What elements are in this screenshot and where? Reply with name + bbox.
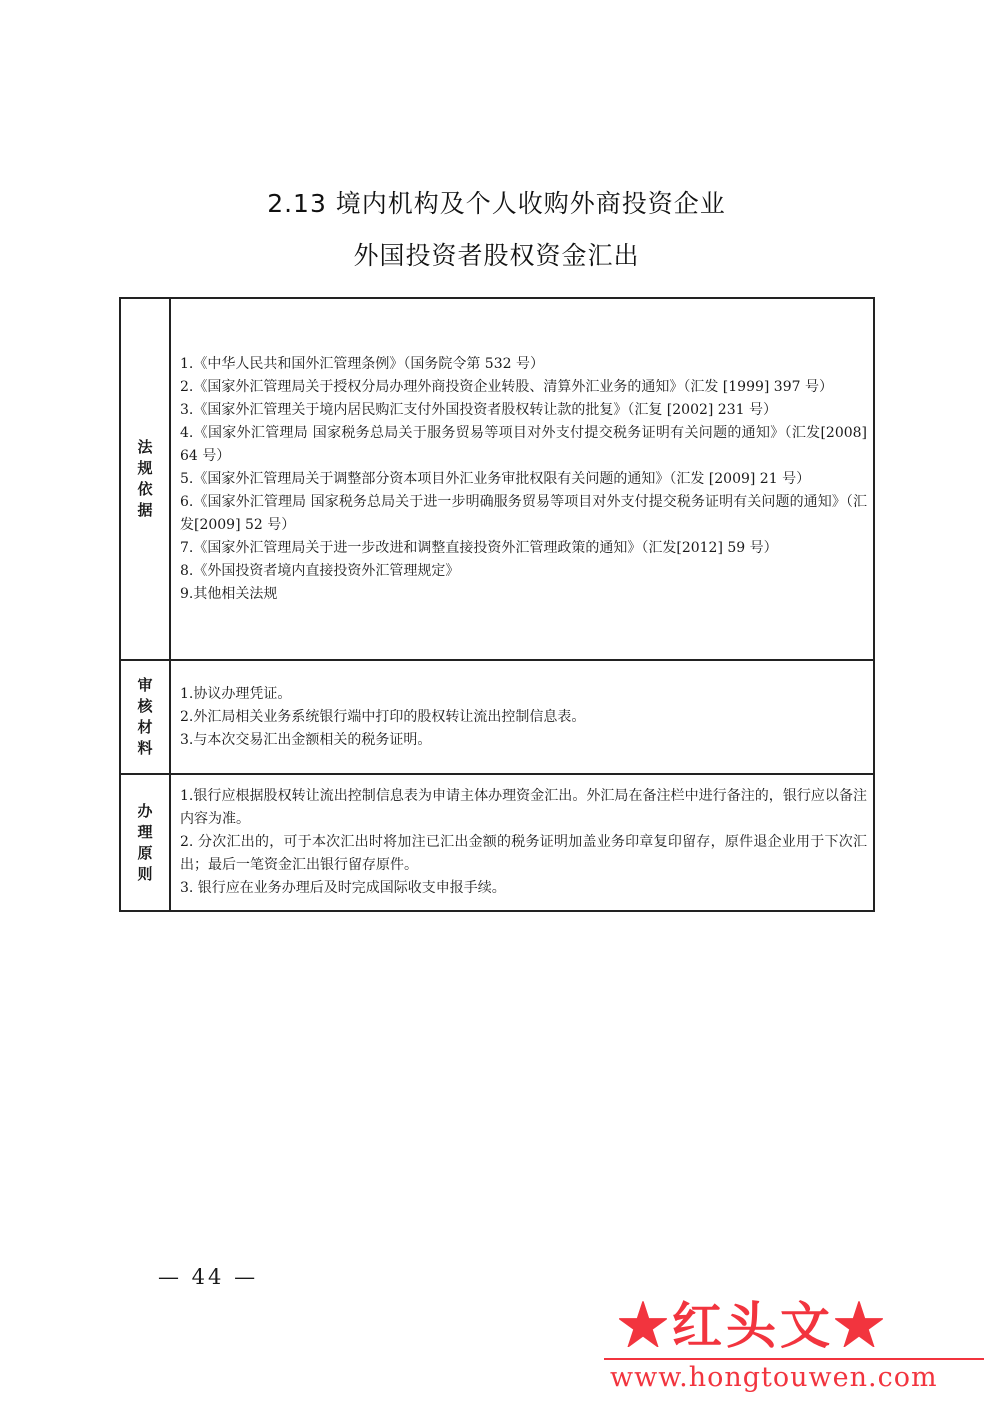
row-label-char: 办 xyxy=(137,801,153,820)
row-content xyxy=(170,774,874,911)
document-title xyxy=(0,178,993,282)
title-line-2: 外国投资者股权资金汇出 xyxy=(353,241,640,270)
watermark-logo-text: ★红头文★ xyxy=(618,1296,888,1355)
row-label-char: 据 xyxy=(137,501,153,519)
list-item: 8.《外国投资者境内直接投资外汇管理规定》 xyxy=(180,562,460,579)
row-label xyxy=(120,660,170,774)
list-item: 9.其他相关法规 xyxy=(180,585,278,602)
list-item: 3. 银行应在业务办理后及时完成国际收支申报手续。 xyxy=(180,880,506,896)
watermark-divider xyxy=(604,1358,984,1360)
table-row-review-materials xyxy=(120,660,874,774)
list-item: 4.《国家外汇管理局 国家税务总局关于服务贸易等项目对外支付提交税务证明有关问题的通知》（汇发[2008] 64 号） xyxy=(180,424,867,464)
row-label-char: 核 xyxy=(137,697,153,715)
row-label xyxy=(120,298,170,660)
list-item: 3.《国家外汇管理关于境内居民购汇支付外国投资者股权转让款的批复》（汇复 [2002] 231 号） xyxy=(180,401,777,418)
table-row-processing-principles xyxy=(120,774,874,911)
row-label-char: 理 xyxy=(137,822,153,841)
row-content xyxy=(170,298,874,660)
row-label-char: 依 xyxy=(137,480,153,498)
page-number: — 44 — xyxy=(158,1265,259,1289)
list-item: 2.外汇局相关业务系统银行端中打印的股权转让流出控制信息表。 xyxy=(180,708,586,725)
row-label-char: 规 xyxy=(137,459,153,477)
list-item: 1.《中华人民共和国外汇管理条例》（国务院令第 532 号） xyxy=(180,355,544,372)
row-label-char: 材 xyxy=(137,718,153,736)
row-content xyxy=(170,660,874,774)
row-label-char: 原 xyxy=(137,843,153,862)
watermark xyxy=(600,1282,990,1402)
list-item: 7.《国家外汇管理局关于进一步改进和调整直接投资外汇管理政策的通知》（汇发[2012] 59 号） xyxy=(180,539,778,556)
row-label-char: 法 xyxy=(137,438,153,456)
regulation-table xyxy=(119,297,875,912)
table-row-legal-basis xyxy=(120,298,874,660)
row-label-char: 则 xyxy=(137,864,153,883)
list-item: 2. 分次汇出的，可于本次汇出时将加注已汇出金额的税务证明加盖业务印章复印留存，原件退企业用于下次汇出；最后一笔资金汇出银行留存原件。 xyxy=(180,834,867,873)
list-item: 5.《国家外汇管理局关于调整部分资本项目外汇业务审批权限有关问题的通知》（汇发 [2009] 21 号） xyxy=(180,470,811,487)
list-item: 1.协议办理凭证。 xyxy=(180,685,292,702)
list-item: 3.与本次交易汇出金额相关的税务证明。 xyxy=(180,731,432,748)
row-label-char: 审 xyxy=(137,676,153,694)
list-item: 2.《国家外汇管理局关于授权分局办理外商投资企业转股、清算外汇业务的通知》（汇发 [1999] 397 号） xyxy=(180,378,833,395)
row-label-char: 料 xyxy=(137,739,153,757)
list-item: 1.银行应根据股权转让流出控制信息表为申请主体办理资金汇出。外汇局在备注栏中进行备注的，银行应以备注内容为准。 xyxy=(180,788,867,827)
title-line-1: 2.13 境内机构及个人收购外商投资企业 xyxy=(267,189,726,218)
list-item: 6.《国家外汇管理局 国家税务总局关于进一步明确服务贸易等项目对外支付提交税务证明有关问题的通知》（汇发[2009] 52 号） xyxy=(180,493,867,533)
row-label xyxy=(120,774,170,911)
watermark-url: www.hongtouwen.com xyxy=(610,1362,938,1393)
